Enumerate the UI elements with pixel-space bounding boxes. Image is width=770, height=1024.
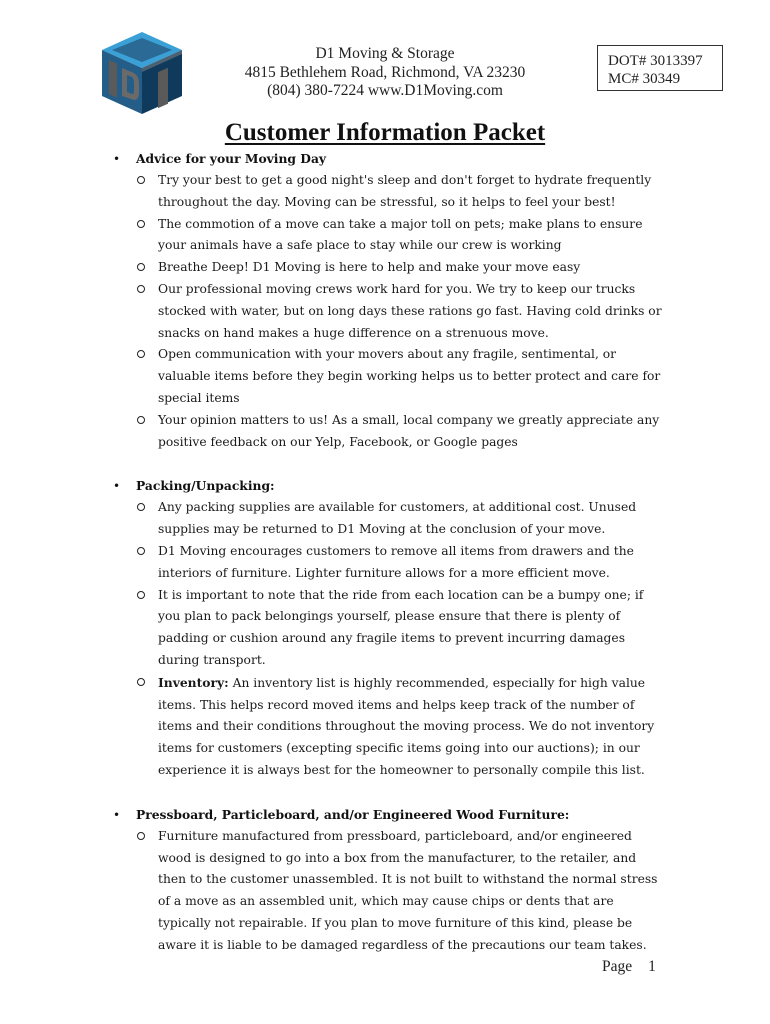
circle-bullet-icon <box>137 503 145 511</box>
circle-bullet-icon <box>137 678 145 686</box>
circle-bullet-icon <box>137 220 145 228</box>
circle-bullet-icon <box>137 263 145 271</box>
section-title: Advice for your Moving Day <box>136 151 327 166</box>
circle-bullet-icon <box>137 547 145 555</box>
circle-bullet-icon <box>137 591 145 599</box>
section-gap <box>0 782 770 804</box>
section-heading <box>0 148 770 170</box>
list-item <box>0 585 770 672</box>
item-label: Inventory: <box>158 674 229 690</box>
circle-bullet-icon <box>137 285 145 293</box>
list-item <box>0 826 770 957</box>
company-name: D1 Moving & Storage <box>315 45 455 62</box>
item-text: Furniture manufactured from pressboard, particleboard, and/or engineered wood is designed to go into a box from the manufacturer, to the retailer, and then to the customer unassembled. It is not built to withstand the normal stress of a move as an assembled unit, which may cause chips or dents that are typically not repairable. If you plan to move furniture of this kind, please be aware it is liable to be damaged regardless of the precautions our team takes. <box>158 828 658 952</box>
company-address: 4815 Bethlehem Road, Richmond, VA 23230 <box>244 63 526 81</box>
item-text: It is important to note that the ride from each location can be a bumpy one; if you plan to pack belongings yourself, please ensure that there is plenty of padding or cushion around any fragile items to prevent incurring damages during transport. <box>158 587 644 667</box>
circle-bullet-icon <box>137 416 145 424</box>
section-heading <box>0 475 770 497</box>
section <box>0 804 770 957</box>
item-text: Our professional moving crews work hard for you. We try to keep our trucks stocked with water, but on long days these rations go fast. Having cold drinks or snacks on hand makes a huge difference on a strenuous move. <box>158 281 662 340</box>
list-item <box>0 541 770 585</box>
section-title: Packing/Unpacking: <box>136 478 275 494</box>
item-text: Your opinion matters to us! As a small, local company we greatly appreciate any positive feedback on our Yelp, Facebook, or Google pages <box>158 412 660 449</box>
section-gap <box>0 453 770 475</box>
page-title: Customer Information Packet <box>224 119 546 146</box>
page-footer <box>602 958 656 976</box>
list-item <box>0 497 770 541</box>
circle-bullet-icon <box>137 832 145 840</box>
bullet-list <box>0 170 770 453</box>
list-item <box>0 410 770 454</box>
bullet-icon: • <box>113 152 121 166</box>
list-item <box>0 257 770 279</box>
item-text: Any packing supplies are available for customers, at additional cost. Unused supplies may be returned to D1 Moving at the conclusion of your move. <box>158 500 637 537</box>
item-text: Breathe Deep! D1 Moving is here to help and make your move easy <box>158 260 581 275</box>
item-text: Try your best to get a good night's sleep and don't forget to hydrate frequently throughout the day. Moving can be stressful, so it helps to feel your best! <box>158 173 652 209</box>
page-number: 1 <box>648 958 656 975</box>
list-item <box>0 214 770 258</box>
item-text: D1 Moving encourages customers to remove all items from drawers and the interiors of furniture. Lighter furniture allows for a more efficient move. <box>158 543 634 580</box>
circle-bullet-icon <box>137 176 145 184</box>
company-info <box>222 45 548 101</box>
bullet-icon: • <box>113 807 121 822</box>
d1-cube-logo-icon <box>100 30 184 116</box>
section <box>0 148 770 453</box>
bullet-list <box>0 826 770 957</box>
bullet-icon: • <box>113 479 121 494</box>
circle-bullet-icon <box>137 350 145 358</box>
page-label: Page <box>602 958 633 975</box>
item-text: Open communication with your movers about any fragile, sentimental, or valuable items before they begin working helps us to better protect and care for special items <box>158 347 661 405</box>
list-item <box>0 170 770 214</box>
list-item <box>0 279 770 344</box>
item-text: An inventory list is highly recommended, especially for high value items. This helps record moved items and helps keep track of the number of items and their conditions throughout the moving process. We do not inventory items for customers (excepting specific items going into our auctions); in our experience it is always best for the homeowner to personally compile this list. <box>158 675 655 777</box>
item-text: The commotion of a move can take a major toll on pets; make plans to ensure your animals have a safe place to stay while our crew is working <box>158 216 643 253</box>
mc-number: MC# 30349 <box>608 71 681 87</box>
list-item <box>0 344 770 409</box>
list-item <box>0 672 770 782</box>
company-contact: (804) 380-7224 www.D1Moving.com <box>267 82 503 99</box>
bullet-list <box>0 497 770 781</box>
sections-container <box>0 148 770 957</box>
section-heading <box>0 804 770 826</box>
section-title: Pressboard, Particleboard, and/or Engineered Wood Furniture: <box>136 806 570 822</box>
section <box>0 475 770 781</box>
dot-number: DOT# 3013397 <box>608 53 703 69</box>
license-box <box>597 45 723 91</box>
